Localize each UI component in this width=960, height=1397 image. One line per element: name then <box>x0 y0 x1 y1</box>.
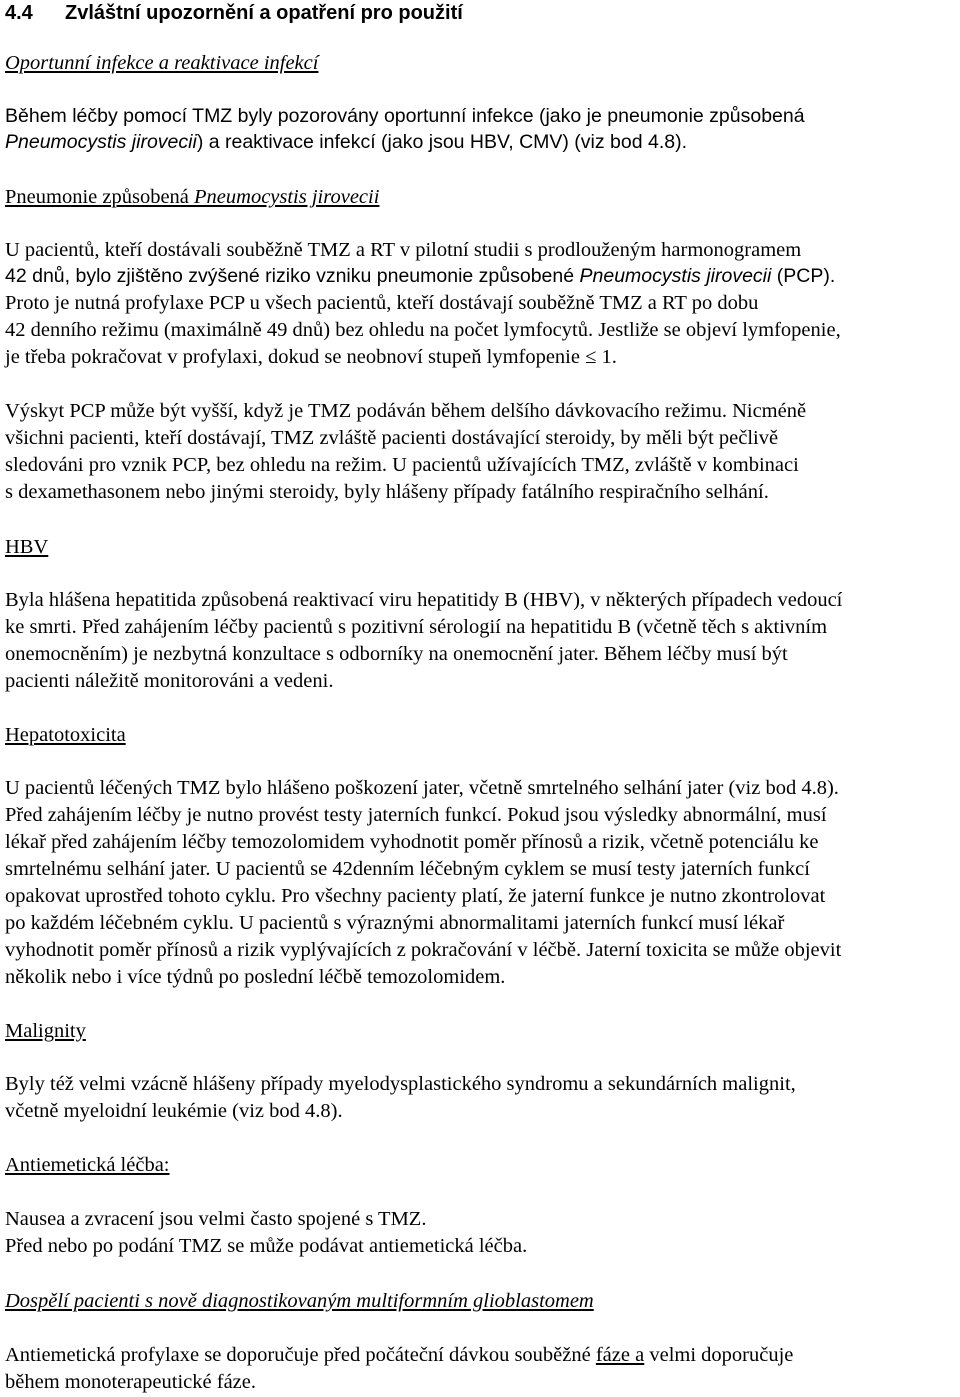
paragraph-line <box>5 1342 793 1368</box>
section-number: 4.4 <box>5 2 33 24</box>
heading-antiemetic: Antiemetická léčba: <box>5 1154 170 1176</box>
paragraph-line: opakovat uprostřed tohoto cyklu. Pro všechny pacienty platí, že jaterní funkce je nutno zkontrolovat <box>5 885 826 907</box>
heading-adult-patients: Dospělí pacienti s nově diagnostikovaným multiformním glioblastomem <box>5 1290 594 1312</box>
text-run: (PCP). <box>771 265 836 287</box>
paragraph-line: Před zahájením léčby je nutno provést testy jaterních funkcí. Pokud jsou výsledky abnormální, musí <box>5 804 827 826</box>
paragraph-line: vyhodnotit poměr přínosů a rizik vyplývajících z pokračování v léčbě. Jaterní toxicita se může objevit <box>5 939 842 961</box>
paragraph-line: U pacientů léčených TMZ bylo hlášeno poškození jater, včetně smrtelného selhání jater (viz bod 4.8). <box>5 777 839 799</box>
paragraph-line: pacienti náležitě monitorováni a vedeni. <box>5 670 334 692</box>
heading-hepatotoxicity: Hepatotoxicita <box>5 724 126 746</box>
paragraph-line: Výskyt PCP může být vyšší, když je TMZ podáván během delšího dávkovacího režimu. Nicméně <box>5 400 807 422</box>
text-run: velmi doporučuje <box>644 1344 794 1366</box>
paragraph-line: Proto je nutná profylaxe PCP u všech pacientů, kteří dostávají souběžně TMZ a RT po dobu <box>5 292 759 314</box>
paragraph-line: Před nebo po podání TMZ se může podávat antiemetická léčba. <box>5 1235 528 1257</box>
italic-term: Pneumocystis jirovecii <box>579 265 772 287</box>
paragraph-line: několik nebo i více týdnů po poslední léčbě temozolomidem. <box>5 966 506 988</box>
paragraph-line <box>5 129 687 155</box>
heading-malignancies: Malignity <box>5 1020 86 1042</box>
paragraph-line: ke smrti. Před zahájením léčby pacientů s pozitivní sérologií na hepatitidu B (včetně těch s aktivním <box>5 616 828 638</box>
paragraph-line: Byla hlášena hepatitida způsobená reaktivací viru hepatitidy B (HBV), v některých případech vedoucí <box>5 589 843 611</box>
italic-term: Pneumocystis jirovecii <box>194 186 380 208</box>
paragraph-line <box>5 263 835 289</box>
paragraph-line: Během léčby pomocí TMZ byly pozorovány oportunní infekce (jako je pneumonie způsobená <box>5 105 805 127</box>
paragraph-line: s dexamethasonem nebo jinými steroidy, byly hlášeny případy fatálního respiračního selhání. <box>5 481 769 503</box>
paragraph-line: všichni pacienti, kteří dostávají, TMZ zvláště pacienti dostávající steroidy, by měli být pečlivě <box>5 427 779 449</box>
paragraph-line: lékař před zahájením léčby temozolomidem vyhodnotit poměr přínosů a rizik, včetně potenciálu ke <box>5 831 819 853</box>
paragraph-line: po každém léčebném cyklu. U pacientů s výraznými abnormalitami jaterních funkcí musí lékař <box>5 912 785 934</box>
paragraph-line: včetně myeloidní leukémie (viz bod 4.8). <box>5 1100 343 1122</box>
paragraph-line: Byly též velmi vzácně hlášeny případy myelodysplastického syndromu a sekundárních malignit, <box>5 1073 796 1095</box>
underlined-text: fáze a <box>595 1344 645 1366</box>
text-run: ) a reaktivace infekcí (jako jsou HBV, CMV) (viz bod 4.8). <box>196 131 688 153</box>
paragraph-line: onemocněním) je nezbytná konzultace s odborníky na onemocnění jater. Během léčby musí být <box>5 643 788 665</box>
paragraph-line: sledováni pro vznik PCP, bez ohledu na režim. U pacientů užívajících TMZ, zvláště v kombinaci <box>5 454 799 476</box>
heading-hbv: HBV <box>5 536 49 558</box>
text-run: 42 dnů, bylo zjištěno zvýšené riziko vzniku pneumonie způsobené <box>5 265 580 287</box>
paragraph-line: U pacientů, kteří dostávali souběžně TMZ a RT v pilotní studii s prodlouženým harmonogramem <box>5 239 802 261</box>
italic-term: Pneumocystis jirovecii <box>5 131 197 153</box>
text-run: Antiemetická profylaxe se doporučuje před počáteční dávkou souběžné <box>5 1344 596 1366</box>
paragraph-line: 42 denního režimu (maximálně 49 dnů) bez ohledu na počet lymfocytů. Jestliže se objeví lymfopenie, <box>5 319 841 341</box>
section-heading <box>5 0 463 26</box>
section-title: Zvláštní upozornění a opatření pro použití <box>65 2 463 24</box>
paragraph-line: smrtelnému selhání jater. U pacientů se 42denním léčebným cyklem se musí testy jaterních funkcí <box>5 858 810 880</box>
text-run: Pneumonie způsobená <box>5 186 195 208</box>
heading-pcp <box>5 184 379 210</box>
paragraph-line: Nausea a zvracení jsou velmi často spojené s TMZ. <box>5 1208 427 1230</box>
paragraph-line: během monoterapeutické fáze. <box>5 1371 256 1393</box>
paragraph-line: je třeba pokračovat v profylaxi, dokud se neobnoví stupeň lymfopenie ≤ 1. <box>5 346 617 368</box>
heading-opportunistic-infections: Oportunní infekce a reaktivace infekcí <box>5 52 319 74</box>
